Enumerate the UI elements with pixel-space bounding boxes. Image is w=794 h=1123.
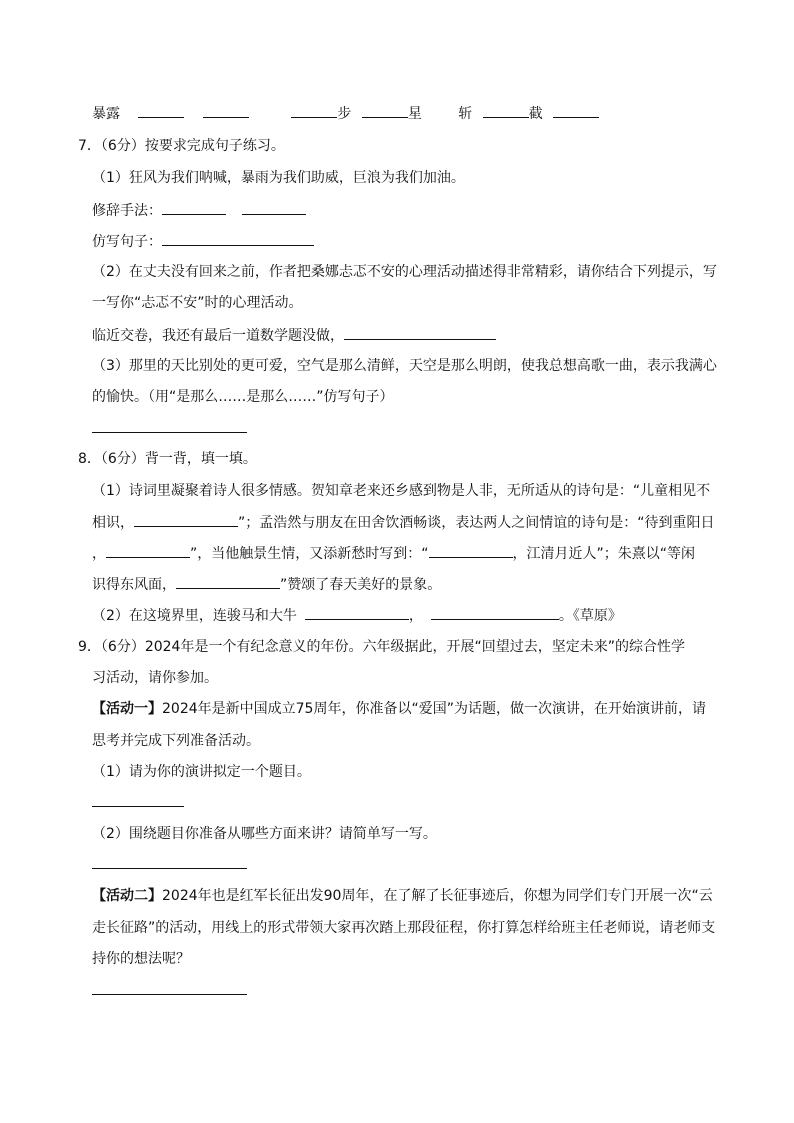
q8-l3-text-c: ，江清月近人”；朱熹以“等闲 — [512, 546, 696, 562]
word-baolu: 暴露 — [92, 106, 120, 122]
q9-answer-line-1[interactable] — [92, 806, 184, 807]
q9-activity2-b: 走长征路”的活动，用线上的形式带领大家再次踏上那段征程，你打算怎样给班主任老师说，请老师支 — [92, 920, 716, 936]
blank-5[interactable] — [483, 103, 529, 118]
q7-rhetoric-row — [92, 200, 306, 220]
imitate-label: 仿写句子： — [92, 234, 162, 250]
q9-answer-line-3[interactable] — [92, 994, 247, 995]
q8-line-1: （1）诗词里凝聚着诗人很多情感。贺知章老来还乡感到物是人非，无所适从的诗句是：“儿童相见不 — [92, 483, 711, 499]
q8-blank-1[interactable] — [134, 512, 238, 527]
q8-line-4 — [92, 574, 441, 594]
q8-l2-text-a: 相识， — [92, 515, 134, 531]
q7-sentence-1: （1）狂风为我们呐喊，暴雨为我们助威，巨浪为我们加油。 — [92, 170, 465, 186]
q8-heading: 8．（6分）背一背，填一填。 — [78, 451, 257, 467]
q8-blank-5[interactable] — [305, 605, 409, 620]
blank-1[interactable] — [138, 103, 184, 118]
q8-line-5 — [92, 605, 622, 625]
q8-l5-text-c: 。《草原》 — [558, 608, 622, 624]
word-jie: 截 — [528, 106, 543, 122]
word-bu: 步 — [337, 106, 352, 122]
q9-activity2-a — [92, 886, 713, 906]
imitate-blank[interactable] — [162, 231, 314, 246]
activity2-text-a: 2024年也是红军长征出发90周年，在了解了长征事迹后，你想为同学们专门开展一次“云 — [162, 888, 713, 904]
q9-heading-b: 习活动，请你参加。 — [92, 670, 218, 686]
word-zhan: 斩 — [458, 106, 473, 122]
q7-answer-line[interactable] — [92, 432, 247, 433]
blank-3[interactable] — [291, 103, 337, 118]
word-xing: 星 — [407, 106, 422, 122]
activity2-tag: 【活动二】 — [92, 888, 162, 904]
q9-heading-a: 9．（6分）2024年是一个有纪念意义的年份。六年级据此，开展“回望过去，坚定未来”的综合性学 — [78, 639, 685, 655]
q8-l4-text-a: 识得东风面， — [92, 577, 176, 593]
q7-sentence-3a: （3）那里的天比别处的更可爱，空气是那么清鲜，天空是那么明朗，使我总想高歌一曲，表示我满心 — [92, 358, 717, 374]
q7-sentence-2b: 一写你“忐忑不安”时的心理活动。 — [92, 295, 303, 311]
rhetoric-blank-1[interactable] — [162, 200, 226, 215]
q8-l5-text-a: （2）在这境界里，连骏马和大牛 — [92, 608, 297, 624]
word-fill-row — [92, 103, 599, 123]
q7-sentence-2c: 临近交卷，我还有最后一道数学题没做， — [92, 328, 344, 344]
q8-l2-text-b: ”；孟浩然与朋友在田舍饮酒畅谈，表达两人之间情谊的诗句是：“待到重阳日 — [238, 515, 715, 531]
rhetoric-label: 修辞手法： — [92, 203, 162, 219]
q9-activity2-c: 持你的想法呢？ — [92, 951, 190, 967]
q7-heading: 7．（6分）按要求完成句子练习。 — [78, 138, 285, 154]
q7-sentence-2a: （2）在丈夫没有回来之前，作者把桑娜忐忑不安的心理活动描述得非常精彩，请你结合下列提示，写 — [92, 264, 717, 280]
q8-line-3 — [92, 543, 695, 563]
q9-prompt-2: （2）围绕题目你准备从哪些方面来讲？请简单写一写。 — [92, 826, 437, 842]
q7-imitate-row — [92, 231, 314, 251]
q8-l5-text-b: ， — [408, 608, 423, 624]
q9-activity1-b: 思考并完成下列准备活动。 — [92, 733, 260, 749]
q8-blank-4[interactable] — [176, 574, 280, 589]
q8-blank-6[interactable] — [431, 605, 559, 620]
q9-answer-line-2[interactable] — [92, 868, 247, 869]
q7-sentence-2c-row — [92, 325, 496, 345]
q8-blank-2[interactable] — [106, 543, 190, 558]
q8-l3-text-a: ， — [92, 546, 106, 562]
q9-activity1-a — [92, 699, 706, 719]
blank-2[interactable] — [203, 103, 249, 118]
q8-blank-3[interactable] — [429, 543, 513, 558]
q9-prompt-1: （1）请为你的演讲拟定一个题目。 — [92, 764, 311, 780]
q8-l3-text-b: ”，当他触景生情，又添新愁时写到：“ — [190, 546, 429, 562]
q8-line-2 — [92, 512, 715, 532]
blank-4[interactable] — [362, 103, 408, 118]
activity1-text-a: 2024年是新中国成立75周年，你准备以“爱国”为话题，做一次演讲，在开始演讲前，请 — [162, 701, 706, 717]
rhetoric-blank-2[interactable] — [242, 200, 306, 215]
q8-l4-text-b: ”赞颂了春天美好的景象。 — [280, 577, 442, 593]
activity1-tag: 【活动一】 — [92, 701, 162, 717]
q7-sentence-3b: 的愉快。（用“是那么……是那么……”仿写句子） — [92, 389, 394, 405]
blank-6[interactable] — [553, 103, 599, 118]
q7-2c-blank[interactable] — [344, 325, 496, 340]
